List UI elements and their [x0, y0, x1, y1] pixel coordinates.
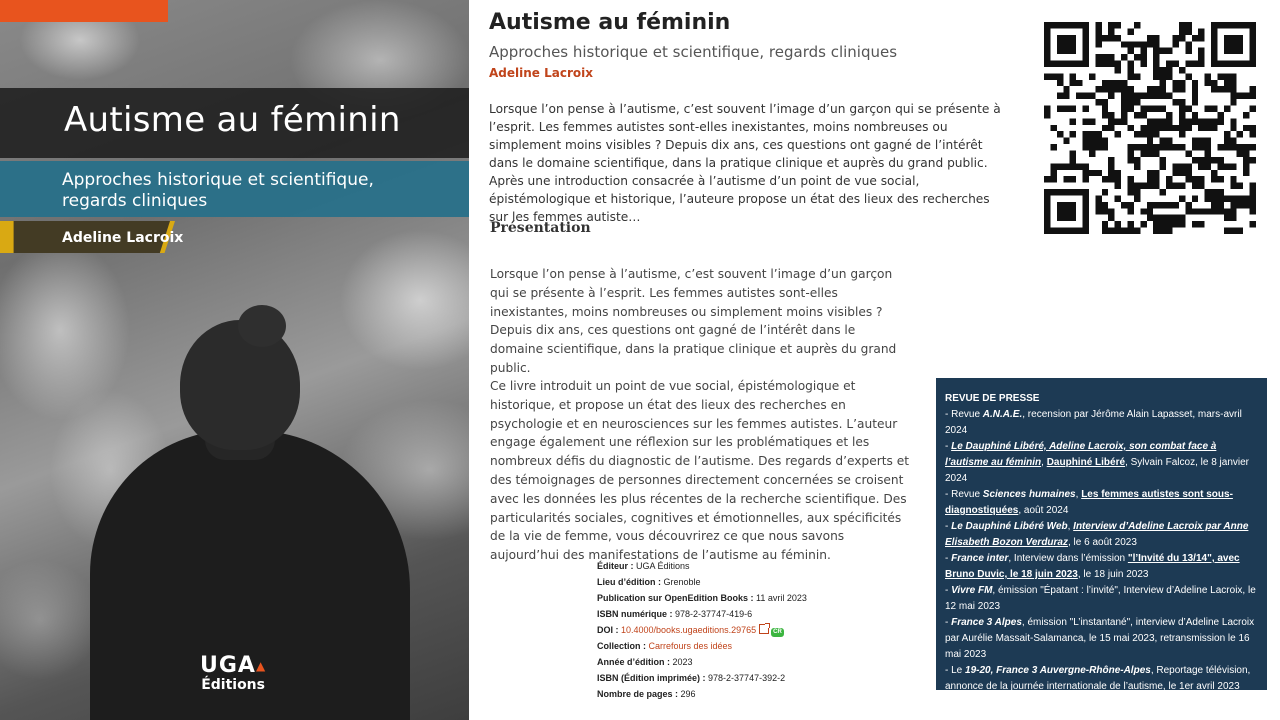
- press-item: - Revue A.N.A.E., recension par Jérôme Alain Lapasset, mars-avril 2024: [945, 409, 1242, 436]
- publisher-logo: [200, 655, 266, 693]
- doi-link[interactable]: 10.4000/books.ugaeditions.29765: [621, 625, 757, 635]
- cover-orange-band: [0, 0, 168, 22]
- meta-value: 296: [680, 689, 696, 699]
- press-link[interactable]: Interview d’Adeline Lacroix par Anne Elisabeth Bozon Verduraz: [945, 521, 1249, 548]
- book-title: Autisme au féminin: [489, 10, 731, 35]
- meta-value: Grenoble: [663, 577, 701, 587]
- press-item: - France 3 Alpes, émission "L’instantané", interview d’Adeline Lacroix par Aurélie Massait-Salamanca, le 15 mai 2023, retransmission le 16 mai 2023: [945, 617, 1255, 660]
- meta-row-doi: [597, 622, 807, 638]
- collection-link[interactable]: Carrefours des idées: [648, 641, 733, 651]
- meta-label: Nombre de pages :: [597, 689, 679, 699]
- press-link[interactable]: Le Dauphiné Libéré, Adeline Lacroix, son combat face à l’autisme au féminin: [945, 441, 1217, 468]
- press-item: - Femmes d’aujourd’hui, article, le 13 mars 2023: [945, 697, 1168, 708]
- logo-accent-icon: ▲: [255, 659, 267, 673]
- presentation-paragraph-2: Ce livre introduit un point de vue social, épistémologique et historique, et propose un état des lieux des recherches en psychologie et en neurosciences sur les femmes autistes. L’auteur engage également une réflexion sur les problématiques et les nombreux défis du diagnostic de l’autisme. Des regards d’experts et des témoignages de personnes directement concernées se croisent avec les données les plus récentes de la recherche scientifique. Des particularités sociales, cognitives et émotionnelles, aux spécificités de la vie de femme, vous découvrirez ce que nous savons aujourd’hui des manifestations de l’autisme au féminin.: [490, 379, 910, 563]
- cover-photo-figure-head: [180, 320, 300, 450]
- meta-value: UGA Éditions: [636, 561, 690, 571]
- meta-row-isbn-print: [597, 670, 807, 686]
- press-link[interactable]: "l’Invité du 13/14", avec Bruno Duvic, le 18 juin 2023: [945, 553, 1240, 580]
- press-review-panel: [936, 378, 1267, 708]
- external-link-icon[interactable]: [759, 624, 769, 634]
- meta-value: 11 avril 2023: [756, 593, 807, 603]
- meta-row-isbn-digital: [597, 606, 807, 622]
- cover-subtitle: Approches historique et scientifique, regards cliniques: [62, 170, 374, 211]
- press-item: - France inter, Interview dans l’émission "l’Invité du 13/14", avec Bruno Duvic, le 18 juin 2023, le 18 juin 2023: [945, 553, 1240, 580]
- press-item: - Le Dauphiné Libéré Web, Interview d’Adeline Lacroix par Anne Elisabeth Bozon Verduraz, le 6 août 2023: [945, 521, 1249, 548]
- meta-label: Publication sur OpenEdition Books :: [597, 593, 754, 603]
- press-link[interactable]: Dauphiné Libéré: [1046, 457, 1126, 468]
- book-cover: [0, 0, 469, 720]
- meta-row-publication: [597, 590, 807, 606]
- publisher-logo-line2: Éditions: [201, 677, 265, 693]
- press-item: - Le Dauphiné Libéré, Adeline Lacroix, son combat face à l’autisme au féminin, Dauphiné Libéré, Sylvain Falcoz, le 8 janvier 2024: [945, 441, 1250, 484]
- meta-value: 978-2-37747-419-6: [675, 609, 753, 619]
- presentation-paragraph-1: Lorsque l’on pense à l’autisme, c’est souvent l’image d’un garçon qui se présente à l’esprit. Les femmes autistes sont-elles inexistantes, moins nombreuses ou simplement moins visibles ? Depuis dix ans, ces questions ont gagné de l’intérêt dans le domaine scientifique, dans la pratique clinique et auprès du grand public.: [490, 267, 897, 375]
- meta-label: ISBN numérique :: [597, 609, 673, 619]
- meta-row-year: [597, 654, 807, 670]
- cover-title: Autisme au féminin: [64, 100, 401, 140]
- meta-label: Éditeur :: [597, 561, 634, 571]
- press-item: - Le 19-20, France 3 Auvergne-Rhône-Alpes, Reportage télévision, annonce de la journée internationale de l’autisme, le 1er avril 2023: [945, 665, 1251, 692]
- crossref-badge: CR: [773, 629, 782, 635]
- meta-row-place: [597, 574, 807, 590]
- press-item: - Vivre FM, émission "Épatant : l’invité", Interview d’Adeline Lacroix, le 12 mai 2023: [945, 585, 1256, 612]
- meta-label: DOI :: [597, 625, 619, 635]
- meta-label: ISBN (Édition imprimée) :: [597, 673, 706, 683]
- book-subtitle: Approches historique et scientifique, regards cliniques: [489, 43, 898, 61]
- press-link[interactable]: Les femmes autistes sont sous-diagnostiquées: [945, 489, 1233, 516]
- book-author-link[interactable]: Adeline Lacroix: [489, 66, 593, 80]
- qr-code-icon: [1044, 22, 1256, 234]
- book-metadata: [597, 558, 807, 702]
- press-review-title: REVUE DE PRESSE: [945, 393, 1040, 404]
- meta-label: Collection :: [597, 641, 646, 651]
- meta-label: Année d’édition :: [597, 657, 670, 667]
- publisher-logo-line1: UGA: [200, 653, 256, 678]
- book-summary: Lorsque l’on pense à l’autisme, c’est souvent l’image d’un garçon qui se présente à l’esprit. Les femmes autistes sont-elles inexistantes, moins nombreuses ou simplement moins visibles ? Depuis dix ans, ces questions ont gagné de l’intérêt dans le domaine scientifique, dans la pratique clinique et auprès du grand public. Après une introduction consacrée à l’autisme d’un point de vue social, épistémologique et historique, l’auteure propose un état des lieux des recherches sur les femmes autiste…: [489, 102, 1001, 224]
- meta-label: Lieu d’édition :: [597, 577, 661, 587]
- presentation-heading: Présentation: [490, 220, 591, 236]
- cover-author: Adeline Lacroix: [62, 230, 184, 246]
- meta-value: 978-2-37747-392-2: [708, 673, 786, 683]
- meta-row-collection: [597, 638, 807, 654]
- meta-value: 2023: [672, 657, 693, 667]
- meta-row-editor: [597, 558, 807, 574]
- meta-row-pages: [597, 686, 807, 702]
- press-item: - Revue Sciences humaines, Les femmes autistes sont sous-diagnostiquées, août 2024: [945, 489, 1233, 516]
- cover-photo-figure-bun: [238, 305, 286, 347]
